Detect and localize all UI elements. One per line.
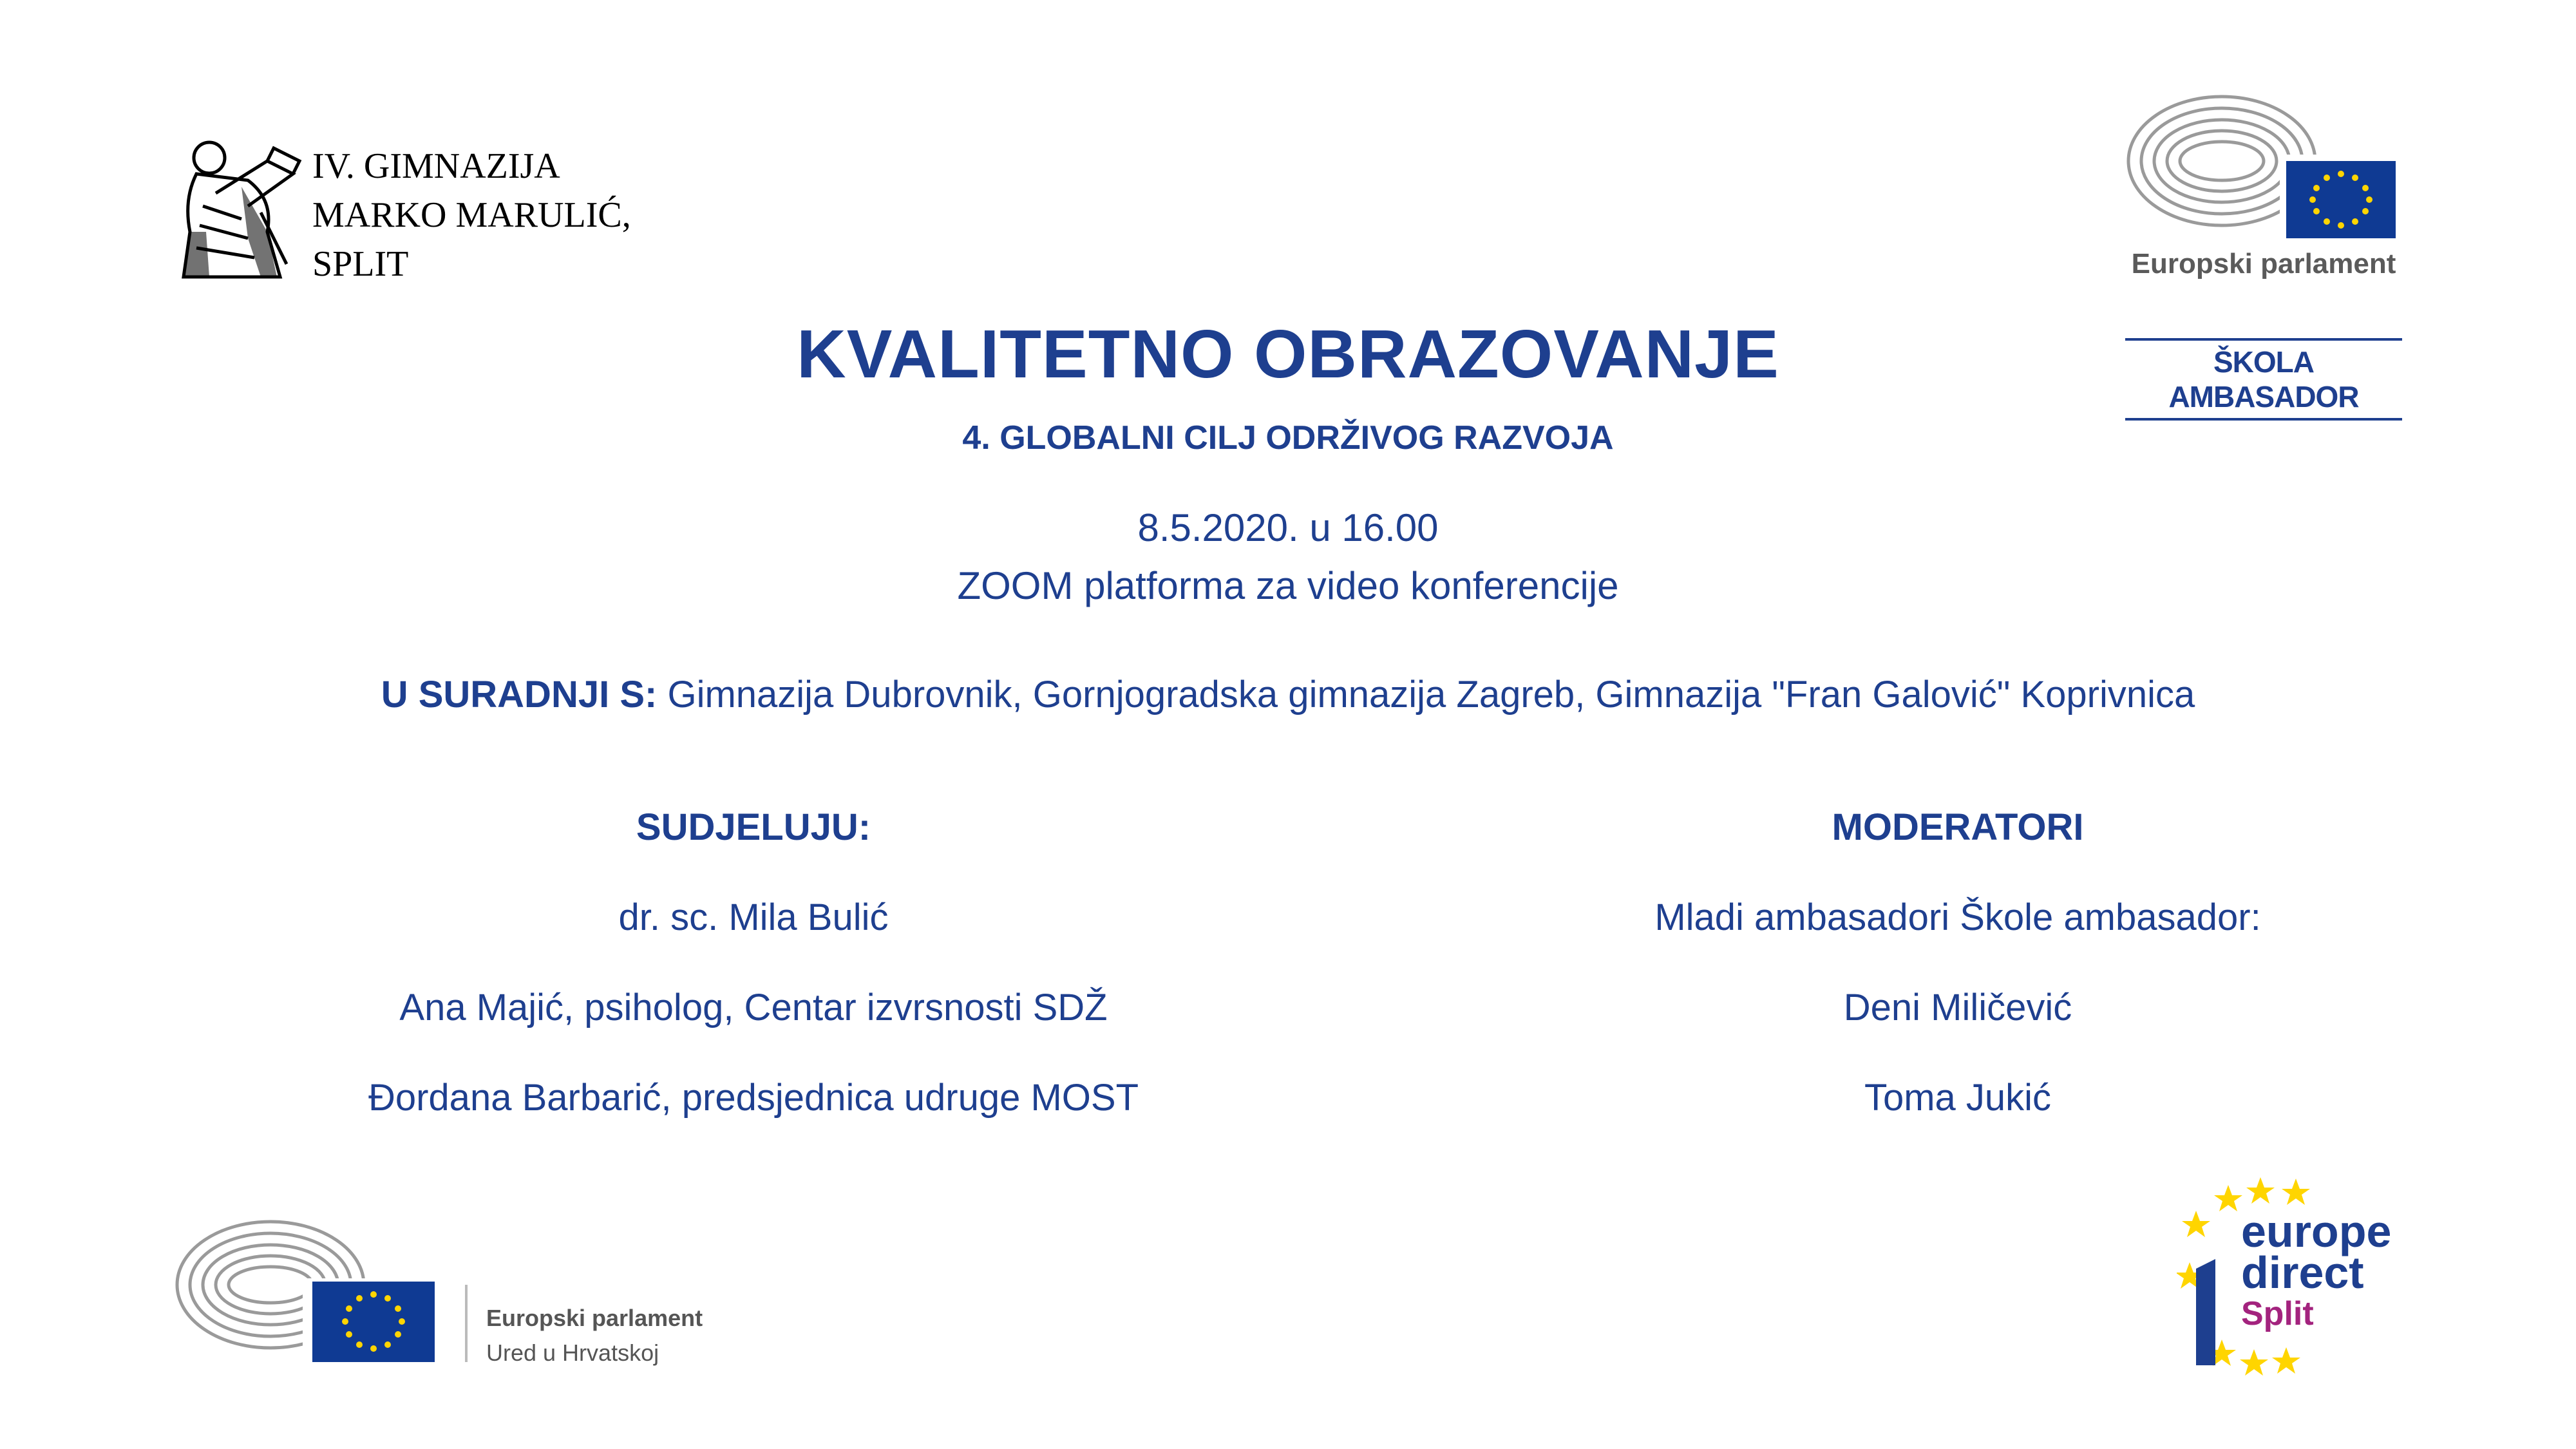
collaboration-text: Gimnazija Dubrovnik, Gornjogradska gimnazija Zagreb, Gimnazija "Fran Galović" Koprivnica xyxy=(667,674,2195,715)
participants-heading: SUDJELUJU: xyxy=(636,806,871,848)
participant-item: dr. sc. Mila Bulić xyxy=(618,896,889,938)
ep-croatia-logo xyxy=(174,1217,444,1365)
moderators-column xyxy=(1378,802,2537,1162)
moderators-heading: MODERATORI xyxy=(1832,806,2084,848)
ed-line-1: europe xyxy=(2241,1206,2392,1256)
collaboration-line xyxy=(0,673,2576,716)
ed-line-3: Split xyxy=(2241,1295,2314,1332)
logo-divider xyxy=(465,1285,468,1362)
participant-item: Ana Majić, psiholog, Centar izvrsnosti SDŽ xyxy=(399,987,1108,1028)
school-name xyxy=(312,142,631,289)
ep-croatia-text xyxy=(486,1301,703,1370)
marulic-statue-logo xyxy=(171,135,309,283)
moderator-item: Toma Jukić xyxy=(1864,1077,2052,1119)
event-subtitle: 4. GLOBALNI CILJ ODRŽIVOG RAZVOJA xyxy=(962,419,1614,457)
school-name-line-2: MARKO MARULIĆ, xyxy=(312,195,631,235)
ep-top-label: Europski parlament xyxy=(2131,248,2396,279)
school-name-line-1: IV. GIMNAZIJA xyxy=(312,146,560,186)
ep-bottom-sub: Ured u Hrvatskoj xyxy=(486,1340,659,1366)
collaboration-label: U SURADNJI S: xyxy=(381,674,658,715)
moderator-item: Deni Miličević xyxy=(1843,987,2072,1028)
school-name-line-3: SPLIT xyxy=(312,244,409,284)
participant-item: Đordana Barbarić, predsjednica udruge MOST xyxy=(368,1077,1139,1119)
event-datetime: 8.5.2020. u 16.00 xyxy=(1137,506,1439,549)
event-platform: ZOOM platforma za video konferencije xyxy=(957,564,1619,607)
moderator-item: Mladi ambasadori Škole ambasador: xyxy=(1654,896,2261,938)
europe-direct-text xyxy=(2241,1206,2392,1334)
event-title: KVALITETNO OBRAZOVANJE xyxy=(797,316,1779,392)
skola-ambasador-label: ŠKOLA AMBASADOR xyxy=(2125,338,2402,421)
ep-bottom-label: Europski parlament xyxy=(486,1305,703,1331)
european-parliament-logo xyxy=(2125,90,2409,245)
ed-line-2: direct xyxy=(2241,1247,2364,1298)
participants-column xyxy=(174,802,1333,1162)
